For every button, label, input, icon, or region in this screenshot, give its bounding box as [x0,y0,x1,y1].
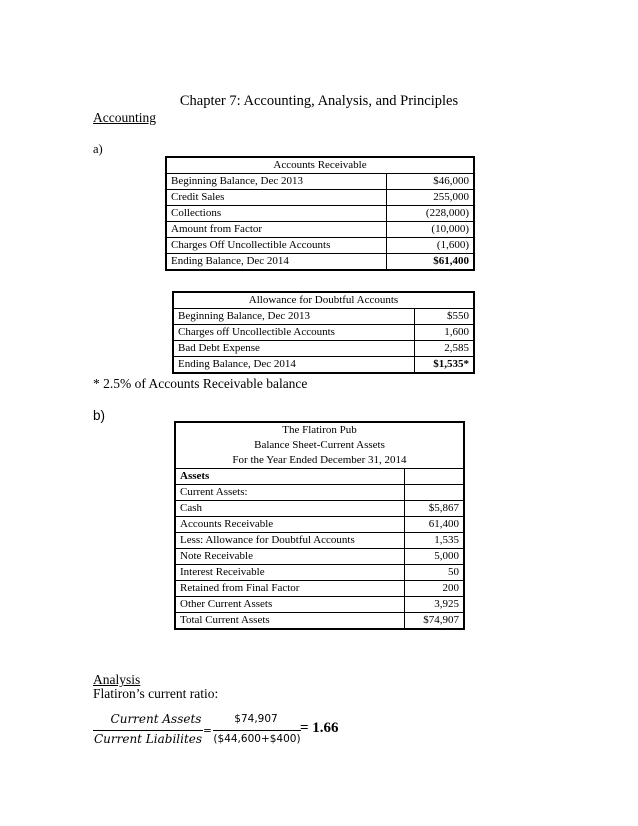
fraction-bar-left [93,730,203,731]
assets-label: Assets [175,469,405,485]
table-row [166,254,474,271]
row-label: Amount from Factor [166,222,387,238]
row-label: Charges Off Uncollectible Accounts [166,238,387,254]
row-label: Charges off Uncollectible Accounts [173,325,415,341]
table-row [166,222,474,238]
row-value: 3,925 [405,597,465,613]
table-row [166,238,474,254]
allowance-table-header: Allowance for Doubtful Accounts [173,292,474,309]
table-row [175,517,464,533]
row-label: Beginning Balance, Dec 2013 [166,174,387,190]
ending-balance-value: $61,400 [387,254,475,271]
row-label: Beginning Balance, Dec 2013 [173,309,415,325]
table-row [175,501,464,517]
row-label: Retained from Final Factor [175,581,405,597]
row-value: 61,400 [405,517,465,533]
row-value: (228,000) [387,206,475,222]
row-label: Bad Debt Expense [173,341,415,357]
table-row [175,565,464,581]
row-value: 50 [405,565,465,581]
row-value: (1,600) [387,238,475,254]
table-row [173,357,474,374]
row-value: 1,535 [405,533,465,549]
formula-numerator-left: Current Assets [110,712,202,726]
ending-balance-value: $1,535* [415,357,475,374]
balance-sheet-table [174,421,465,630]
row-label: Interest Receivable [175,565,405,581]
row-value: $74,907 [405,613,465,630]
accounts-receivable-table [165,156,475,271]
formula-result: = 1.66 [300,720,339,736]
table-row [166,206,474,222]
footnote: * 2.5% of Accounts Receivable balance [93,376,308,391]
formula-numerator-right: $74,907 [234,713,278,725]
table-row [175,613,464,630]
formula-equals: = [203,725,212,737]
row-value: $5,867 [405,501,465,517]
row-label: Ending Balance, Dec 2014 [173,357,415,374]
part-a-label: a) [93,142,103,156]
row-label: Note Receivable [175,549,405,565]
row-value: 200 [405,581,465,597]
row-value: 255,000 [387,190,475,206]
page-title: Chapter 7: Accounting, Analysis, and Principles [179,93,459,109]
section-heading-accounting: Accounting [93,110,156,125]
row-label: Total Current Assets [175,613,405,630]
row-label: Ending Balance, Dec 2014 [166,254,387,271]
row-label: Less: Allowance for Doubtful Accounts [175,533,405,549]
formula-denominator-left: Current Liabilites [93,732,203,746]
table-row [175,533,464,549]
row-label: Cash [175,501,405,517]
ar-table-header: Accounts Receivable [166,157,474,174]
table-row [166,190,474,206]
row-label: Credit Sales [166,190,387,206]
row-label: Other Current Assets [175,597,405,613]
table-row [175,597,464,613]
row-label: Collections [166,206,387,222]
balance-sheet-period: For the Year Ended December 31, 2014 [175,453,464,469]
current-assets-label: Current Assets: [175,485,405,501]
row-value: $550 [415,309,475,325]
balance-sheet-title: Balance Sheet-Current Assets [175,438,464,453]
table-row [166,174,474,190]
fraction-bar-right [213,730,301,731]
table-row [175,581,464,597]
row-value: 2,585 [415,341,475,357]
row-value: $46,000 [387,174,475,190]
section-heading-analysis: Analysis [93,672,141,687]
allowance-table [172,291,475,374]
balance-sheet-company: The Flatiron Pub [175,422,464,438]
table-row [175,549,464,565]
row-label: Accounts Receivable [175,517,405,533]
row-value: 1,600 [415,325,475,341]
table-row [173,341,474,357]
current-ratio-formula [93,712,393,752]
table-row [173,325,474,341]
formula-denominator-right: ($44,600+$400) [213,733,301,745]
table-row [173,309,474,325]
row-value: (10,000) [387,222,475,238]
part-b-label: b) [93,408,106,423]
ratio-intro: Flatiron’s current ratio: [93,686,219,701]
row-value: 5,000 [405,549,465,565]
